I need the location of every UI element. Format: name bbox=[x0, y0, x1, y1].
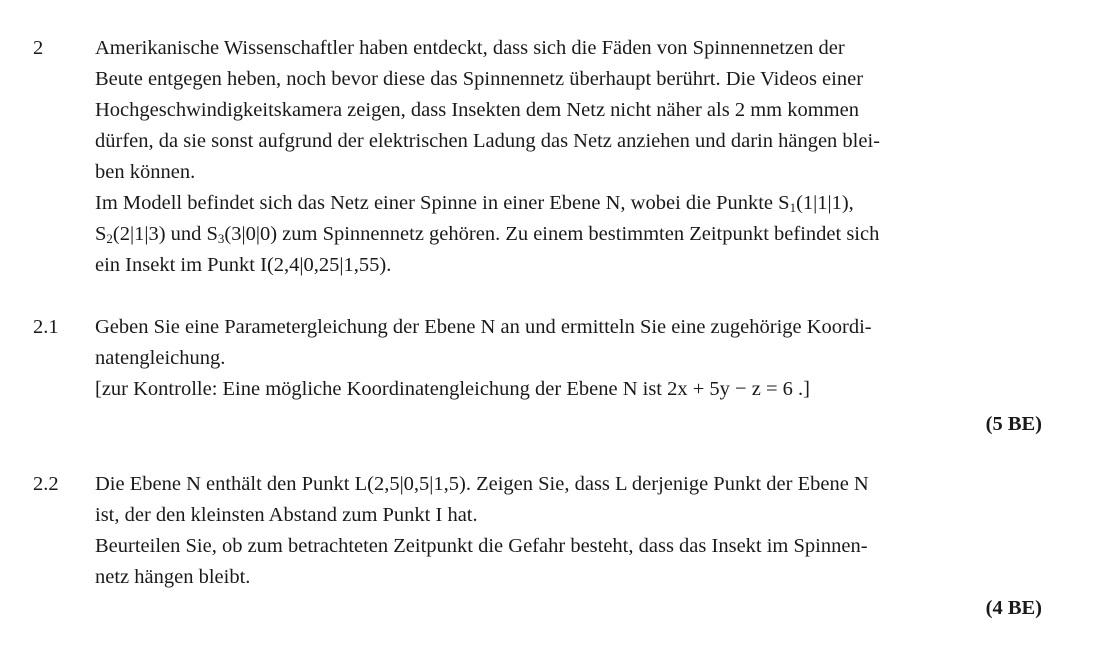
subscript: 1 bbox=[789, 200, 797, 215]
intro-line: ben können. bbox=[95, 161, 196, 183]
task-number: 2.1 bbox=[33, 316, 59, 338]
model-text: (3|0|0) zum Spinnennetz gehören. Zu einem bestimmten Zeitpunkt befindet sich bbox=[224, 223, 880, 245]
intro-line: Hochgeschwindigkeitskamera zeigen, dass Insekten dem Netz nicht näher als 2 mm kommen bbox=[95, 99, 859, 121]
intro-line: dürfen, da sie sonst aufgrund der elektrischen Ladung das Netz anziehen und darin hängen blei- bbox=[95, 130, 880, 152]
task-line: ist, der den kleinsten Abstand zum Punkt I hat. bbox=[95, 504, 478, 526]
model-line bbox=[95, 219, 1045, 250]
intro-line: Beute entgegen heben, noch bevor diese das Spinnennetz überhaupt berührt. Die Videos einer bbox=[95, 68, 864, 90]
points-badge: (5 BE) bbox=[985, 413, 1042, 435]
task-number: 2 bbox=[33, 37, 44, 59]
subscript: 3 bbox=[217, 231, 225, 246]
model-line bbox=[95, 188, 1045, 219]
subscript: 2 bbox=[106, 231, 113, 246]
model-text: S bbox=[95, 223, 107, 245]
task-number: 2.2 bbox=[33, 473, 59, 495]
task-2-text bbox=[95, 33, 1045, 281]
task-line: Geben Sie eine Parametergleichung der Ebene N an und ermitteln Sie eine zugehörige Koordi- bbox=[95, 316, 872, 338]
model-text: (2|1|3) und S bbox=[112, 223, 218, 245]
task-line: natengleichung. bbox=[95, 347, 226, 369]
task-line: Die Ebene N enthält den Punkt L(2,5|0,5|1,5). Zeigen Sie, dass L derjenige Punkt der Ebene N bbox=[95, 473, 869, 495]
points-badge: (4 BE) bbox=[985, 597, 1042, 619]
task-line: Beurteilen Sie, ob zum betrachteten Zeitpunkt die Gefahr besteht, dass das Insekt im Spinnen- bbox=[95, 535, 868, 557]
task-line: netz hängen bleibt. bbox=[95, 566, 251, 588]
control-line: [zur Kontrolle: Eine mögliche Koordinatengleichung der Ebene N ist 2x + 5y − z = 6 .] bbox=[95, 378, 810, 400]
task-2-1-text bbox=[95, 312, 1045, 405]
task-2-2-text bbox=[95, 469, 1045, 593]
model-text: Im Modell befindet sich das Netz einer Spinne in einer Ebene N, wobei die Punkte S bbox=[95, 192, 790, 214]
model-line: ein Insekt im Punkt I(2,4|0,25|1,55). bbox=[95, 254, 392, 276]
intro-line: Amerikanische Wissenschaftler haben entdeckt, dass sich die Fäden von Spinnennetzen der bbox=[95, 37, 845, 59]
model-text: (1|1|1), bbox=[796, 192, 854, 214]
